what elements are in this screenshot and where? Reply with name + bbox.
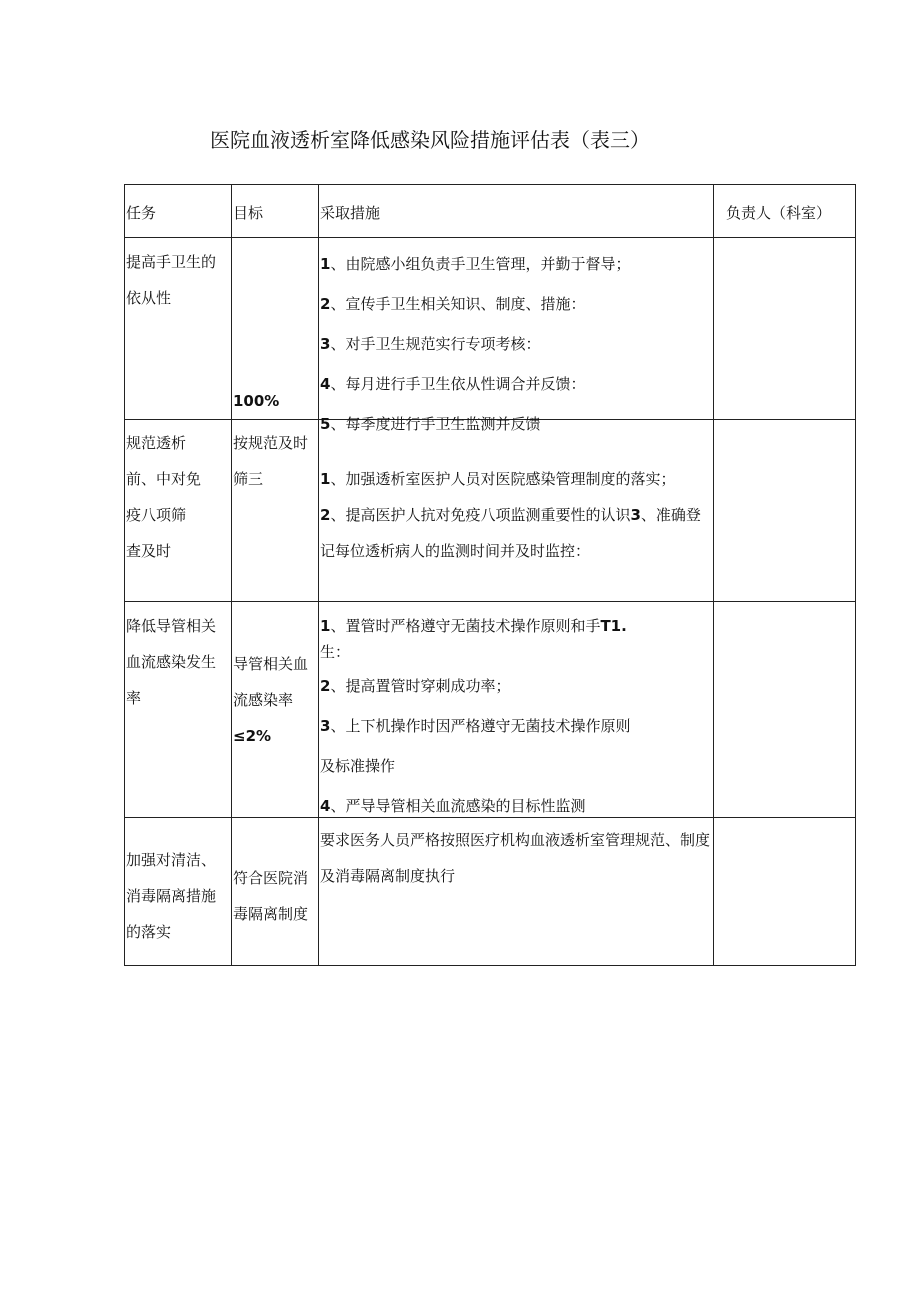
- measure-item: 2、提高置管时穿刺成功率；: [320, 677, 511, 695]
- measure-item: 2、提高医护人抗对免疫八项监测重要性的认识3、准确登记每位透析病人的监测时间并及时监控：: [320, 506, 701, 560]
- measure-item: 3、对手卫生规范实行专项考核：: [320, 335, 541, 353]
- task-cell: [125, 818, 232, 966]
- task-text: 率: [126, 689, 142, 707]
- task-text: 加强对清洁、: [126, 851, 217, 869]
- measure-item: 1、置管时严格遵守无菌技术操作原则和手T1.: [320, 617, 627, 635]
- measures-cell: [319, 238, 714, 433]
- goal-text: 100%: [233, 392, 280, 410]
- measure-item-cont: 及标准操作: [320, 757, 396, 775]
- goal-text: 按规范及时: [233, 434, 309, 452]
- header-measures: 采取措施: [319, 185, 714, 238]
- owner-cell: [714, 818, 856, 966]
- task-text: 查及时: [126, 542, 172, 560]
- table-row: [125, 238, 856, 420]
- measure-item: 4、每月进行手卫生依从性调合并反馈：: [320, 375, 586, 393]
- task-text: 血流感染发生: [126, 653, 217, 671]
- task-text: 消毒隔离措施: [126, 887, 217, 905]
- header-owner: 负责人（科室）: [714, 185, 856, 238]
- measure-item: 5、每季度进行手卫生监测并反馈: [320, 415, 541, 433]
- table-header-row: [125, 185, 856, 238]
- table-row: [125, 420, 856, 602]
- task-text: 降低导管相关: [126, 617, 217, 635]
- header-task: 任务: [125, 185, 232, 238]
- goal-cell: [232, 818, 319, 966]
- measures-cell: [319, 818, 714, 966]
- measure-item: 1、加强透析室医护人员对医院感染管理制度的落实；: [320, 470, 676, 488]
- measure-item: 3、上下机操作时因严格遵守无菌技术操作原则: [320, 717, 631, 735]
- goal-cell: [232, 602, 319, 818]
- measures-cell: [319, 602, 714, 818]
- measure-item: 4、严导导管相关血流感染的目标性监测: [320, 797, 586, 815]
- goal-text: 筛三: [233, 470, 264, 488]
- measures-cell: [319, 420, 714, 602]
- goal-text: 符合医院消: [233, 869, 309, 887]
- task-cell: [125, 602, 232, 818]
- measure-item: 1、由院感小组负责手卫生管理，并勤于督导；: [320, 255, 631, 273]
- goal-text: 流感染率: [233, 691, 294, 709]
- task-cell: [125, 238, 232, 420]
- owner-cell: [714, 602, 856, 818]
- task-text: 依从性: [126, 289, 172, 307]
- goal-cell: [232, 420, 319, 602]
- task-cell: [125, 420, 232, 602]
- goal-cell: [232, 238, 319, 420]
- owner-cell: [714, 420, 856, 602]
- page-title: 医院血液透析室降低感染风险措施评估表（表三）: [210, 128, 650, 152]
- owner-cell: [714, 238, 856, 420]
- measure-text: 要求医务人员严格按照医疗机构血液透析室管理规范、制度及消毒隔离制度执行: [320, 831, 711, 885]
- goal-text: 毒隔离制度: [233, 905, 309, 923]
- task-text: 的落实: [126, 923, 172, 941]
- evaluation-table: [124, 184, 856, 966]
- table-row: [125, 818, 856, 966]
- table-row: [125, 602, 856, 818]
- goal-text: ≤2%: [233, 727, 272, 745]
- task-text: 疫八项筛: [126, 506, 187, 524]
- task-text: 规范透析: [126, 434, 187, 452]
- task-text: 提高手卫生的: [126, 253, 217, 271]
- goal-text: 导管相关血: [233, 655, 309, 673]
- measure-item-cont: 生：: [320, 643, 351, 661]
- header-goal: 目标: [232, 185, 319, 238]
- task-text: 前、中对免: [126, 470, 202, 488]
- measure-item: 2、宣传手卫生相关知识、制度、措施：: [320, 295, 586, 313]
